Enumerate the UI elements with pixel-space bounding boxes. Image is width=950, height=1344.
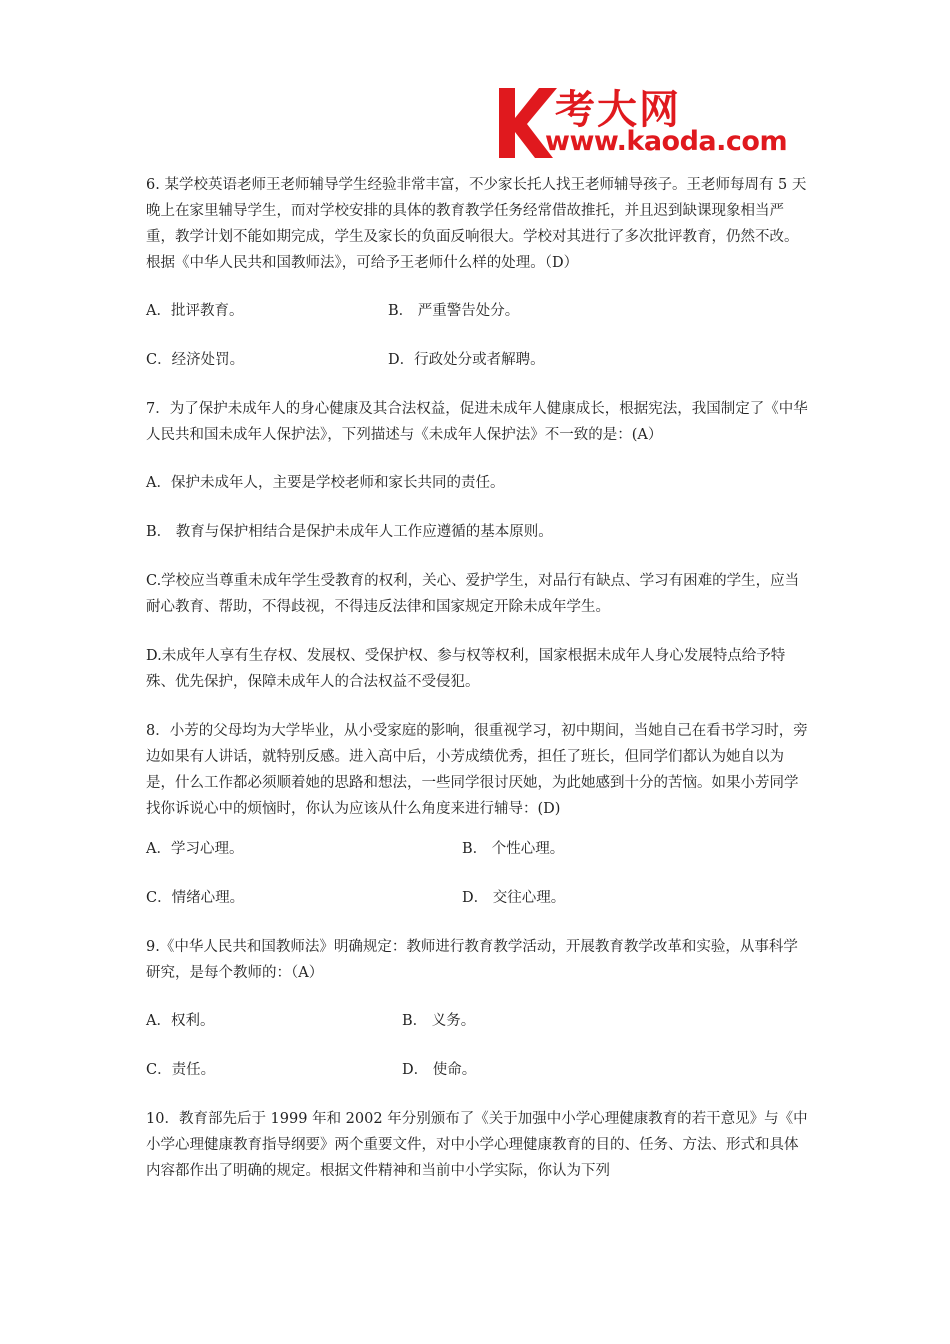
question-6-option-c: C．经济处罚。: [146, 352, 245, 368]
logo-chinese-text: 考大网: [555, 87, 681, 133]
question-9-options-row-1: [146, 1008, 812, 1034]
question-6-option-b: B． 严重警告处分。: [388, 303, 520, 319]
question-8-option-d: D． 交往心理。: [462, 890, 566, 906]
question-7-option-b: B． 教育与保护相结合是保护未成年人工作应遵循的基本原则。: [146, 524, 553, 540]
question-7-option-a: A．保护未成年人，主要是学校老师和家长共同的责任。: [146, 475, 505, 491]
question-9-stem: 9.《中华人民共和国教师法》明确规定：教师进行教育教学活动，开展教育教学改革和实验，从事科学研究，是每个教师的：（A）: [146, 939, 798, 981]
question-10-stem: 10．教育部先后于 1999 年和 2002 年分别颁布了《关于加强中小学心理健康教育的若干意见》与《中小学心理健康教育指导纲要》两个重要文件，对中小学心理健康教育的目的、任务、方法、形式和具体内容都作出了明确的规定。根据文件精神和当前中小学实际，你认为下列: [146, 1111, 808, 1179]
kaoda-logo: [495, 82, 810, 162]
question-6-option-d: D．行政处分或者解聘。: [388, 352, 545, 368]
question-8-option-c: C．情绪心理。: [146, 890, 245, 906]
question-8-stem: 8．小芳的父母均为大学毕业，从小受家庭的影响，很重视学习，初中期间，当她自己在看书学习时，旁边如果有人讲话，就特别反感。进入高中后，小芳成绩优秀，担任了班长，但同学们都认为她自以为是，什么工作都必须顺着她的思路和想法，一些同学很讨厌她，为此她感到十分的苦恼。如果小芳同学找你诉说心中的烦恼时，你认为应该从什么角度来进行辅导：(D): [146, 723, 808, 817]
question-6-option-a: A．批评教育。: [146, 303, 244, 319]
question-7-stem: 7．为了保护未成年人的身心健康及其合法权益，促进未成年人健康成长，根据宪法，我国制定了《中华人民共和国未成年人保护法》，下列描述与《未成年人保护法》不一致的是：(A）: [146, 401, 808, 443]
question-7-option-c: C.学校应当尊重未成年学生受教育的权利，关心、爱护学生，对品行有缺点、学习有困难的学生，应当耐心教育、帮助，不得歧视，不得违反法律和国家规定开除未成年学生。: [146, 573, 800, 615]
question-9-options-row-2: [146, 1057, 812, 1083]
question-6-options-row-2: [146, 347, 812, 373]
question-7-option-d: D.未成年人享有生存权、发展权、受保护权、参与权等权利，国家根据未成年人身心发展特点给予特殊、优先保护，保障未成年人的合法权益不受侵犯。: [146, 648, 786, 690]
question-8-option-a: A．学习心理。: [146, 841, 244, 857]
question-9-option-c: C．责任。: [146, 1062, 216, 1078]
question-9-option-a: A．权利。: [146, 1013, 215, 1029]
question-8-options-row-1: [146, 836, 812, 862]
question-6-options-row-1: [146, 298, 812, 324]
question-8-option-b: B． 个性心理。: [462, 841, 565, 857]
question-6-stem: 6. 某学校英语老师王老师辅导学生经验非常丰富，不少家长托人找王老师辅导孩子。王老师每周有 5 天晚上在家里辅导学生，而对学校安排的具体的教育教学任务经常借故推托，并且迟到缺课现象相当严重，教学计划不能如期完成，学生及家长的负面反响很大。学校对其进行了多次批评教育，仍然不改。根据《中华人民共和国教师法》，可给予王老师什么样的处理。（D）: [146, 177, 807, 271]
document-body: [146, 172, 812, 1206]
question-8-options-row-2: [146, 885, 812, 911]
logo-url-text: www.kaoda.com: [545, 126, 788, 157]
question-9-option-b: B． 义务。: [402, 1013, 476, 1029]
question-9-option-d: D． 使命。: [402, 1062, 477, 1078]
